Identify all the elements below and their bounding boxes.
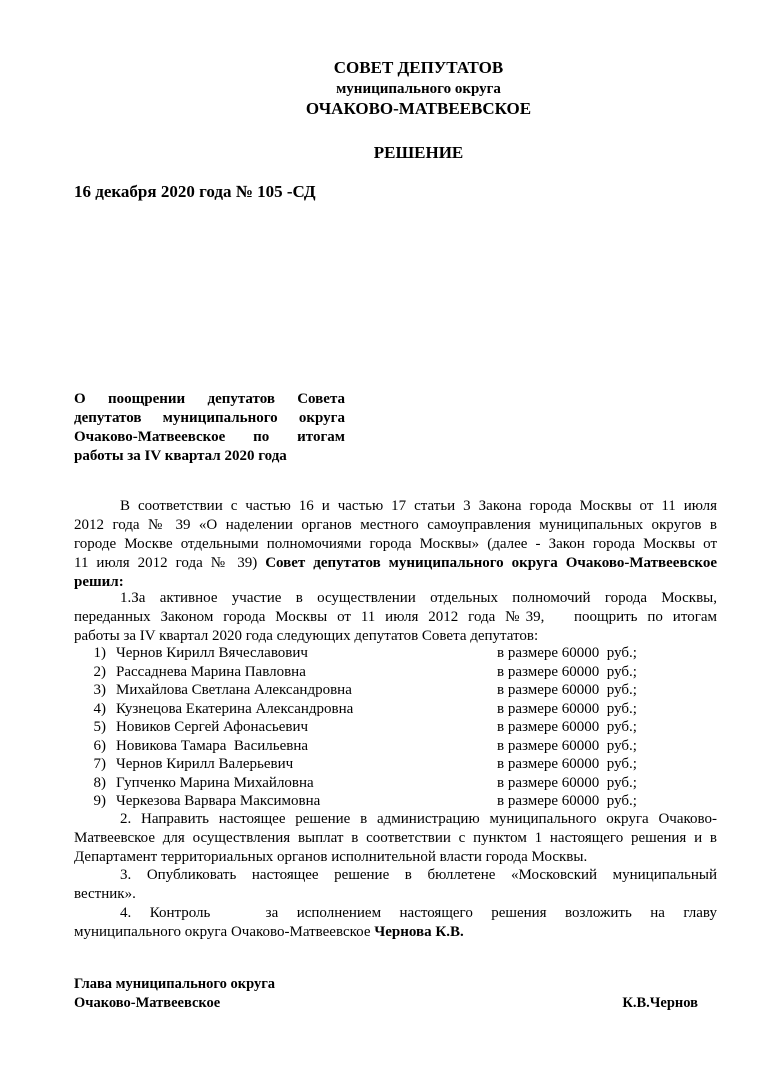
decision-subject xyxy=(74,390,345,466)
list-item-number: 8) xyxy=(93,774,106,791)
reward-amount: в размере 60000 руб.; xyxy=(497,793,637,809)
list-item xyxy=(74,792,717,811)
list-item xyxy=(74,681,717,700)
subject-line: депутатов муниципального округа xyxy=(74,410,345,426)
item-4-line xyxy=(74,923,717,942)
preamble xyxy=(74,497,717,592)
subject-line: Очаково-Матвеевское по итогам xyxy=(74,429,345,445)
list-item xyxy=(74,700,717,719)
decision-date-number: 16 декабря 2020 года № 105 -СД xyxy=(74,182,316,201)
preamble-line: В соответствии с частью 16 и частью 17 статьи 3 Закона города Москвы от 11 июля xyxy=(120,498,717,514)
item-2 xyxy=(74,810,717,867)
reward-amount: в размере 60000 руб.; xyxy=(497,682,637,698)
item-4-line-plain: муниципального округа Очаково-Матвеевское xyxy=(74,924,371,940)
reward-amount: в размере 60000 руб.; xyxy=(497,645,637,661)
list-item xyxy=(74,774,717,793)
list-item-number: 1) xyxy=(93,645,106,661)
item-1-line: работы за IV квартал 2020 года следующих депутатов Совета депутатов: xyxy=(74,628,539,644)
signature-district: Очаково-Матвеевское xyxy=(74,995,221,1011)
reward-amount: в размере 60000 руб.; xyxy=(497,663,637,680)
preamble-line-bold: Совет депутатов муниципального округа Очаково-Матвеевское xyxy=(265,555,718,571)
deputy-name: Черкезова Варвара Максимовна xyxy=(116,793,321,809)
list-item xyxy=(74,718,717,737)
district-type: муниципального округа xyxy=(336,81,501,97)
item-4-line: 4. Контроль за исполнением настоящего решения возложить на главу xyxy=(120,905,717,921)
item-3-line: вестник». xyxy=(74,886,136,902)
item-1 xyxy=(74,589,717,646)
item-2-line: Матвеевское для осуществления выплат в соответствии с пунктом 1 настоящего решения и в xyxy=(74,830,717,846)
signature-title: Глава муниципального округа xyxy=(74,976,276,992)
list-item xyxy=(74,755,717,774)
deputy-name: Гупченко Марина Михайловна xyxy=(116,774,314,791)
list-item-number: 9) xyxy=(93,793,106,809)
council-title: СОВЕТ ДЕПУТАТОВ xyxy=(333,58,504,77)
reward-amount: в размере 60000 руб.; xyxy=(497,774,637,791)
list-item xyxy=(74,737,717,756)
deputy-name: Кузнецова Екатерина Александровна xyxy=(116,700,354,717)
list-item-number: 2) xyxy=(93,663,106,680)
preamble-line xyxy=(74,554,717,573)
reward-amount: в размере 60000 руб.; xyxy=(497,700,637,717)
resolved-label: решил: xyxy=(74,574,124,590)
reward-amount: в размере 60000 руб.; xyxy=(497,737,637,754)
subject-line: О поощрении депутатов Совета xyxy=(74,391,345,407)
subject-line: работы за IV квартал 2020 года xyxy=(74,448,287,464)
item-3 xyxy=(74,866,717,904)
reward-amount: в размере 60000 руб.; xyxy=(497,756,637,772)
deputy-name: Новиков Сергей Афонасьевич xyxy=(116,719,309,735)
list-item-number: 3) xyxy=(93,682,106,698)
list-item xyxy=(74,663,717,682)
deputy-name: Новикова Тамара Васильевна xyxy=(116,737,309,754)
preamble-line-plain: 11 июля 2012 года № 39) xyxy=(74,555,258,571)
list-item xyxy=(74,644,717,663)
document-type: РЕШЕНИЕ xyxy=(373,143,464,162)
item-2-line: Департамент территориальных органов исполнительной власти города Москвы. xyxy=(74,849,588,865)
deputy-name: Рассаднева Марина Павловна xyxy=(116,663,306,680)
item-1-line: переданных Законом города Москвы от 11 июля 2012 года №39, поощрить по итогам xyxy=(74,609,717,625)
reward-amount: в размере 60000 руб.; xyxy=(497,719,637,735)
preamble-line: городе Москве отдельными полномочиями города Москвы» (далее - Закон города Москвы от xyxy=(74,536,717,552)
list-item-number: 5) xyxy=(93,719,106,735)
deputies-list xyxy=(74,644,717,811)
deputy-name: Чернов Кирилл Валерьевич xyxy=(116,756,294,772)
item-2-line: 2. Направить настоящее решение в администрацию муниципального округа Очаково- xyxy=(120,811,717,827)
item-3-line: 3. Опубликовать настоящее решение в бюллетене «Московский муниципальный xyxy=(120,867,717,883)
head-name-bold: Чернова К.В. xyxy=(374,924,464,940)
deputy-name: Чернов Кирилл Вячеславович xyxy=(116,645,308,661)
preamble-line: 2012 года № 39 «О наделении органов местного самоуправления муниципальных округов в xyxy=(74,517,717,533)
signature-name: К.В.Чернов xyxy=(622,995,698,1011)
district-name: ОЧАКОВО-МАТВЕЕВСКОЕ xyxy=(305,99,532,118)
deputy-name: Михайлова Светлана Александровна xyxy=(116,682,352,698)
item-1-line: 1.За активное участие в осуществлении отдельных полномочий города Москвы, xyxy=(120,590,717,606)
list-item-number: 7) xyxy=(93,756,106,772)
list-item-number: 6) xyxy=(93,737,106,754)
list-item-number: 4) xyxy=(93,700,106,717)
item-4 xyxy=(74,904,717,942)
